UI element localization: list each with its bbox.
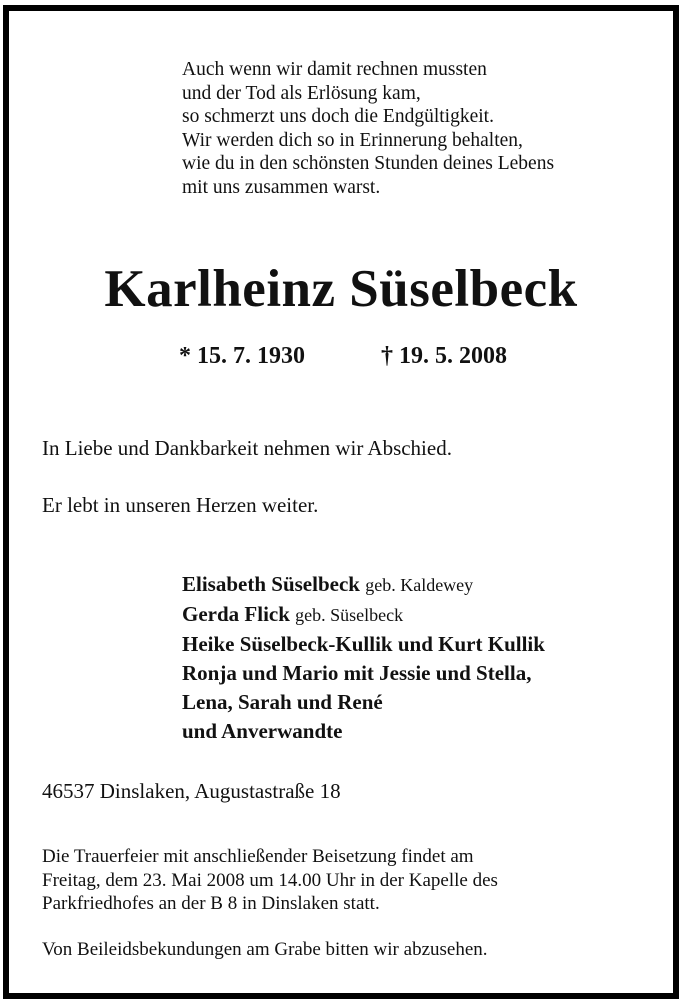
poem-line: und der Tod als Erlösung kam, bbox=[182, 82, 421, 104]
ceremony-details bbox=[42, 845, 498, 916]
family-member bbox=[182, 600, 545, 630]
family-member bbox=[182, 717, 545, 746]
deceased-name: Karlheinz Süselbeck bbox=[104, 260, 578, 318]
poem-line: so schmerzt uns doch die Endgültigkeit. bbox=[182, 106, 494, 127]
family-member bbox=[182, 630, 545, 659]
maiden-name-note: geb. Süselbeck bbox=[295, 605, 404, 625]
family-member-name: Heike Süselbeck-Kullik und Kurt Kullik bbox=[182, 632, 545, 656]
maiden-name-note: geb. Kaldewey bbox=[365, 575, 474, 595]
family-list bbox=[182, 570, 545, 746]
family-member-name: Gerda Flick bbox=[182, 602, 290, 626]
family-member bbox=[182, 659, 545, 688]
memorial-poem bbox=[182, 58, 554, 199]
in-hearts-text: Er lebt in unseren Herzen weiter. bbox=[42, 493, 319, 517]
poem-line: wie du in den schönsten Stunden deines Lebens bbox=[182, 153, 555, 174]
farewell-text: In Liebe und Dankbarkeit nehmen wir Abschied. bbox=[42, 436, 452, 460]
death-date: † 19. 5. 2008 bbox=[381, 343, 507, 369]
family-address: 46537 Dinslaken, Augustastraße 18 bbox=[42, 779, 341, 803]
poem-line: Wir werden dich so in Erinnerung behalten, bbox=[182, 129, 523, 151]
family-member-name: Ronja und Mario mit Jessie und Stella, bbox=[182, 661, 532, 685]
family-member-name: und Anverwandte bbox=[182, 719, 343, 743]
ceremony-line: Die Trauerfeier mit anschließender Beisetzung findet am bbox=[42, 846, 474, 867]
family-member bbox=[182, 570, 545, 600]
family-member-name: Elisabeth Süselbeck bbox=[182, 572, 360, 596]
ceremony-line: Parkfriedhofes an der B 8 in Dinslaken statt. bbox=[42, 893, 380, 914]
birth-date: * 15. 7. 1930 bbox=[179, 343, 305, 369]
poem-line: mit uns zusammen warst. bbox=[182, 176, 381, 198]
poem-line: Auch wenn wir damit rechnen mussten bbox=[182, 59, 487, 80]
family-member bbox=[182, 688, 545, 717]
family-member-name: Lena, Sarah und René bbox=[182, 690, 383, 714]
obituary-notice bbox=[3, 5, 679, 999]
ceremony-line: Freitag, dem 23. Mai 2008 um 14.00 Uhr in der Kapelle des bbox=[42, 869, 498, 891]
condolence-note: Von Beileidsbekundungen am Grabe bitten wir abzusehen. bbox=[42, 939, 488, 960]
